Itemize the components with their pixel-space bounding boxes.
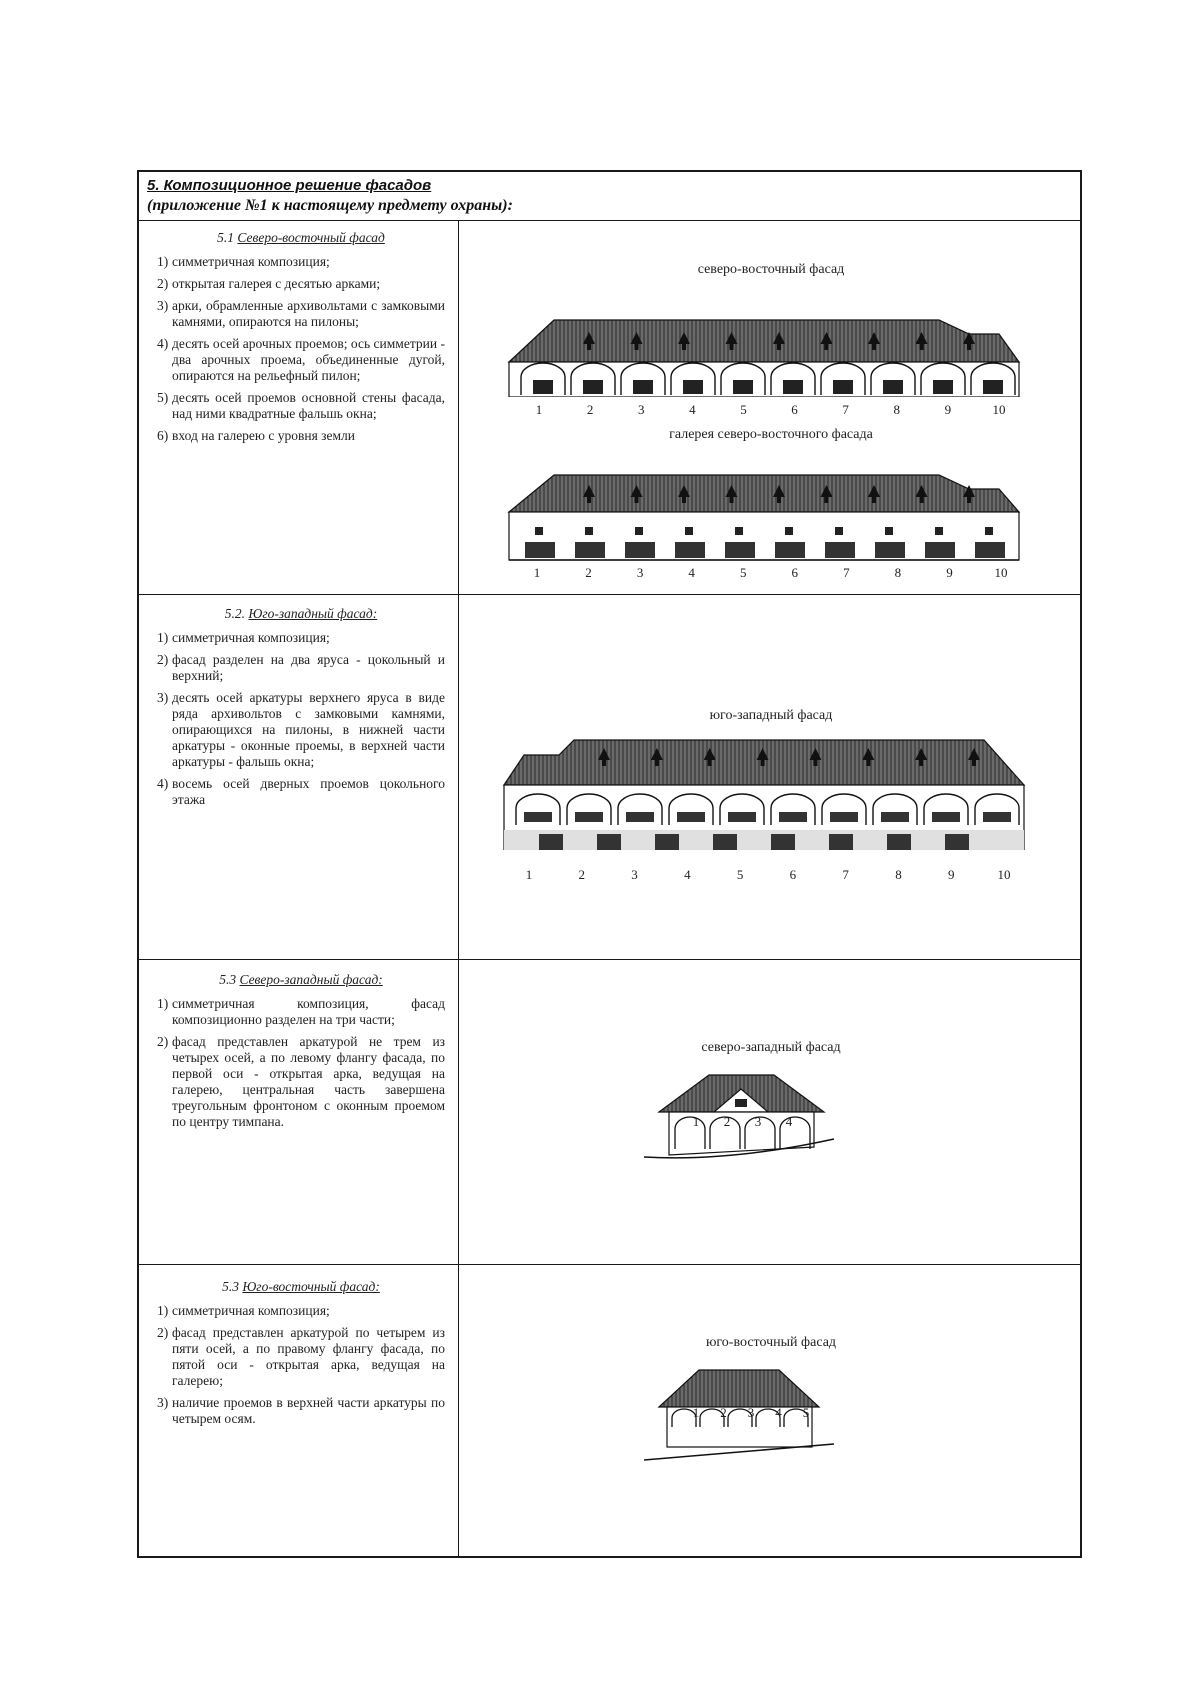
dormer-icon — [635, 344, 639, 350]
window — [735, 1099, 747, 1107]
axis-number: 8 — [893, 402, 901, 417]
list-item — [157, 390, 445, 422]
item-text: симметричная композиция; — [172, 254, 330, 269]
list-item — [157, 1303, 445, 1319]
row-divider — [139, 1264, 1080, 1265]
false-window — [785, 527, 793, 535]
item-text: фасад представлен аркатурой не трем из четырех осей, а по левому флангу фасада, по первой оси - открытая арка, ведущая на галерею, центральная часть завершена треугольным фронтоном с оконным проемом по центру тимпана. — [172, 1034, 445, 1129]
door — [829, 834, 853, 850]
section-5-1-text — [157, 230, 445, 450]
axis-number: 5 — [736, 867, 744, 882]
axis-number: 9 — [947, 867, 955, 882]
list-item — [157, 996, 445, 1028]
window — [881, 812, 909, 822]
axis-number: 8 — [894, 565, 902, 580]
northeast-gallery-drawing — [499, 447, 1049, 562]
item-text: десять осей проемов основной стены фасада, над ними квадратные фальшь окна; — [172, 390, 445, 421]
dormer-icon — [761, 760, 765, 766]
dormer-icon — [872, 497, 876, 503]
axis-number: 2 — [723, 1114, 731, 1129]
dormer-icon — [813, 760, 817, 766]
dormer-icon — [866, 760, 870, 766]
door — [725, 542, 755, 558]
item-text: открытая галерея с десятью арками; — [172, 276, 381, 291]
section-items — [157, 1303, 445, 1427]
axis-number: 4 — [785, 1114, 793, 1129]
item-number: 2) — [157, 276, 169, 291]
door — [975, 542, 1005, 558]
item-text: симметричная композиция; — [172, 630, 330, 645]
axis-number: 7 — [843, 565, 850, 580]
axis-number: 6 — [789, 867, 797, 882]
item-text: фасад разделен на два яруса - цокольный и верхний; — [172, 652, 445, 683]
false-window — [985, 527, 993, 535]
axis-number: 2 — [578, 867, 586, 882]
window — [983, 812, 1011, 822]
dormer-icon — [825, 497, 829, 503]
axis-number: 6 — [791, 565, 799, 580]
door — [575, 542, 605, 558]
item-text: десять осей аркатуры верхнего яруса в виде ряда архивольтов с замковыми камнями, опирающихся на пилоны, в нижней части аркатуры - оконные проемы, в верхней части аркатуры - фальшь окна; — [172, 690, 445, 769]
axis-number: 1 — [535, 402, 543, 417]
dormer-icon — [967, 497, 971, 503]
item-text: симметричная композиция; — [172, 1303, 330, 1318]
door — [597, 834, 621, 850]
dormer-icon — [655, 760, 659, 766]
dormer-icon — [777, 497, 781, 503]
row-divider — [139, 594, 1080, 595]
list-item — [157, 652, 445, 684]
false-window — [585, 527, 593, 535]
axis-number: 1 — [692, 1114, 700, 1129]
door — [771, 834, 795, 850]
axis-number: 2 — [720, 1405, 727, 1420]
door — [875, 542, 905, 558]
dormer-icon — [587, 344, 591, 350]
dormer-icon — [635, 497, 639, 503]
dormer-icon — [972, 760, 976, 766]
list-item — [157, 1034, 445, 1130]
item-number: 4) — [157, 336, 169, 351]
header-title: 5. Композиционное решение фасадов — [147, 177, 432, 194]
section-5-2-text — [157, 606, 445, 814]
axis-number: 1 — [692, 1405, 700, 1420]
axis-number: 8 — [895, 867, 902, 882]
axis-number: 10 — [997, 867, 1011, 882]
list-item — [157, 630, 445, 646]
false-window — [935, 527, 943, 535]
item-text: симметричная композиция, фасад композиционно разделен на три части; — [172, 996, 445, 1027]
dormer-icon — [825, 344, 829, 350]
section-items — [157, 630, 445, 808]
item-text: десять осей арочных проемов; ось симметрии - два арочных проема, объединенные дугой, опираются на рельефный пилон; — [172, 336, 445, 383]
axis-number: 1 — [525, 867, 533, 882]
list-item — [157, 276, 445, 292]
window — [830, 812, 858, 822]
door — [675, 542, 705, 558]
axis-number: 3 — [637, 402, 645, 417]
dormer-icon — [872, 344, 876, 350]
item-number: 4) — [157, 776, 169, 791]
axis-number: 5 — [802, 1405, 810, 1420]
northeast-facade-drawing — [499, 282, 1049, 397]
window — [633, 380, 653, 394]
axis-number: 3 — [747, 1405, 755, 1420]
list-item — [157, 298, 445, 330]
axis-number: 4 — [689, 402, 696, 417]
dormer-icon — [682, 497, 686, 503]
dormer-icon — [708, 760, 712, 766]
list-item — [157, 776, 445, 808]
window — [626, 812, 654, 822]
northwest-facade-drawing — [639, 1057, 839, 1187]
window — [583, 380, 603, 394]
axis-number: 9 — [944, 402, 952, 417]
section-title: 5.3 Юго-восточный фасад: — [222, 1279, 380, 1294]
axis-number: 6 — [791, 402, 798, 417]
axis-number: 10 — [992, 402, 1006, 417]
window — [983, 380, 1003, 394]
dormer-icon — [920, 344, 924, 350]
false-window — [685, 527, 693, 535]
dormer-icon — [602, 760, 606, 766]
item-text: арки, обрамленные архивольтами с замковыми камнями, опираются на пилоны; — [172, 298, 445, 329]
axis-number: 2 — [585, 565, 592, 580]
window — [833, 380, 853, 394]
door — [945, 834, 969, 850]
false-window — [735, 527, 743, 535]
dormer-icon — [967, 344, 971, 350]
axis-number: 3 — [631, 867, 638, 882]
item-number: 1) — [157, 630, 169, 645]
item-text: восемь осей дверных проемов цокольного этажа — [172, 776, 445, 807]
item-number: 6) — [157, 428, 169, 443]
false-window — [635, 527, 643, 535]
door — [775, 542, 805, 558]
window — [524, 812, 552, 822]
item-number: 2) — [157, 1325, 169, 1340]
axis-number: 2 — [586, 402, 594, 417]
facade-table — [137, 170, 1082, 1558]
dormer-icon — [730, 497, 734, 503]
item-text: фасад представлен аркатурой по четырем из пяти осей, а по правому флангу фасада, по пятой оси - открытая арка, ведущая на галерею; — [172, 1325, 445, 1388]
item-number: 3) — [157, 298, 169, 313]
dormer-icon — [682, 344, 686, 350]
dormer-icon — [587, 497, 591, 503]
axis-number: 4 — [684, 867, 691, 882]
item-text: вход на галерею с уровня земли — [172, 428, 356, 443]
axis-number: 7 — [842, 402, 849, 417]
list-item — [157, 336, 445, 384]
list-item — [157, 1325, 445, 1389]
table-header — [139, 172, 1080, 221]
section-5-3-se-text — [157, 1279, 445, 1433]
axis-number: 10 — [994, 565, 1008, 580]
dormer-icon — [777, 344, 781, 350]
axis-number: 4 — [775, 1405, 782, 1420]
figure-label: галерея северо-восточного фасада — [669, 427, 873, 442]
door — [825, 542, 855, 558]
item-number: 3) — [157, 1395, 169, 1410]
figure-label: юго-восточный фасад — [705, 1335, 837, 1350]
section-5-3-nw-text — [157, 972, 445, 1136]
dormer-icon — [919, 760, 923, 766]
axis-number: 3 — [754, 1114, 762, 1129]
axis-number: 5 — [739, 565, 747, 580]
window — [575, 812, 603, 822]
facade-wall — [667, 1407, 812, 1447]
window — [733, 380, 753, 394]
figure-label: северо-западный фасад — [701, 1040, 841, 1055]
door — [539, 834, 563, 850]
column-divider — [458, 220, 459, 1556]
window — [779, 812, 807, 822]
window — [883, 380, 903, 394]
item-number: 2) — [157, 1034, 169, 1049]
window — [683, 380, 703, 394]
door — [925, 542, 955, 558]
window — [783, 380, 803, 394]
axis-number: 7 — [842, 867, 849, 882]
dormer-icon — [730, 344, 734, 350]
section-items — [157, 254, 445, 444]
header-subtitle: (приложение №1 к настоящему предмету охраны): — [147, 197, 513, 214]
figure-label: юго-западный фасад — [709, 708, 833, 723]
window — [677, 812, 705, 822]
section-items — [157, 996, 445, 1130]
roof — [659, 1370, 819, 1407]
item-number: 3) — [157, 690, 169, 705]
axis-number: 4 — [688, 565, 695, 580]
list-item — [157, 690, 445, 770]
item-number: 1) — [157, 254, 169, 269]
item-number: 1) — [157, 996, 169, 1011]
item-number: 2) — [157, 652, 169, 667]
item-number: 1) — [157, 1303, 169, 1318]
row-divider — [139, 959, 1080, 960]
section-title: 5.3 Северо-западный фасад: — [219, 972, 383, 987]
section-title: 5.2. Юго-западный фасад: — [224, 606, 378, 621]
list-item — [157, 1395, 445, 1427]
list-item — [157, 254, 445, 270]
door — [525, 542, 555, 558]
southwest-facade-drawing — [494, 730, 1054, 850]
door — [887, 834, 911, 850]
door — [625, 542, 655, 558]
window — [933, 380, 953, 394]
axis-number: 5 — [740, 402, 747, 417]
item-number: 5) — [157, 390, 169, 405]
figure-label: северо-восточный фасад — [697, 262, 845, 277]
window — [932, 812, 960, 822]
door — [713, 834, 737, 850]
item-text: наличие проемов в верхней части аркатуры по четырем осям. — [172, 1395, 445, 1426]
axis-number: 9 — [946, 565, 953, 580]
false-window — [835, 527, 843, 535]
false-window — [535, 527, 543, 535]
window — [728, 812, 756, 822]
dormer-icon — [920, 497, 924, 503]
door — [655, 834, 679, 850]
window — [533, 380, 553, 394]
section-title: 5.1 Северо-восточный фасад — [217, 230, 385, 245]
list-item — [157, 428, 445, 444]
axis-number: 3 — [636, 565, 644, 580]
false-window — [885, 527, 893, 535]
axis-number: 1 — [533, 565, 541, 580]
